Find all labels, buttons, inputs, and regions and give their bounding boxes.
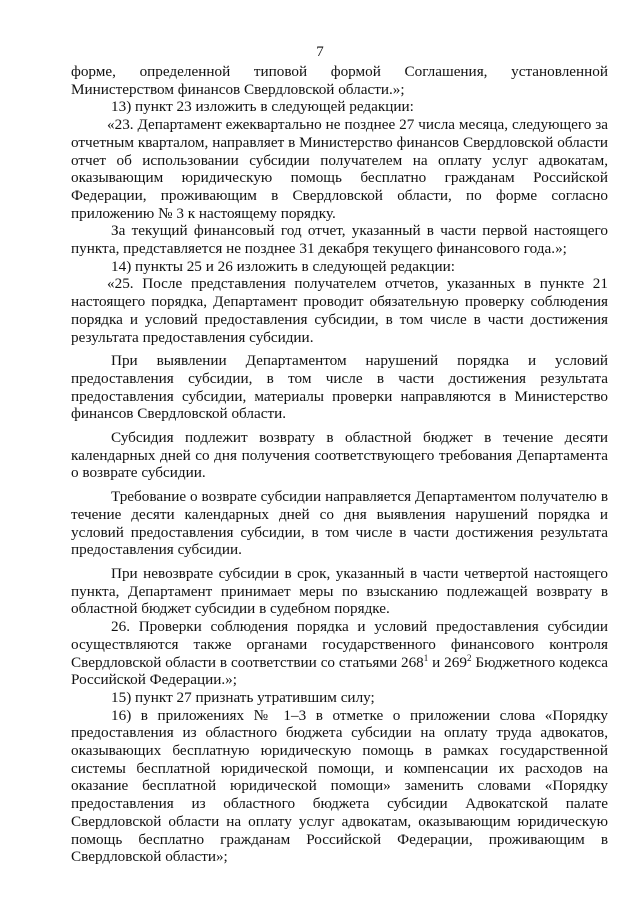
paragraph-point-25-part2: При выявлении Департаментом нарушений порядка и условий предоставления субсидии, в том числе в части достижения результата предоставления субсидии, материалы проверки направляются в Министерство финансов Свердловской области. bbox=[71, 352, 608, 423]
article-superscript-1: 1 bbox=[423, 652, 429, 663]
paragraph-item-14: 14) пункты 25 и 26 изложить в следующей редакции: bbox=[111, 257, 455, 275]
point-26-text-a: 26. Проверки соблюдения порядка и условий предоставления субсидии осуществляются также органами государственного финансового контроля Свердловской области в соответствии со статьями 268 bbox=[71, 618, 608, 671]
paragraph-point-25-part3: Субсидия подлежит возврату в областной бюджет в течение десяти календарных дней со дня получения соответствующего требования Департамента о возврате субсидии. bbox=[71, 429, 608, 482]
page-number: 7 bbox=[316, 44, 324, 60]
point-26-text-b: и 269 bbox=[428, 653, 467, 671]
paragraph-item-13: 13) пункт 23 изложить в следующей редакции: bbox=[111, 98, 414, 116]
point-26-text-c: Бюджетного кодекса Российской Федерации.»; bbox=[71, 653, 608, 689]
paragraph-point-26 bbox=[71, 618, 608, 689]
paragraph-item-16: 16) в приложениях № 1–3 в отметке о приложении слова «Порядку предоставления из областного бюджета субсидии на оплату труда адвокатов, оказывающих бесплатную юридическую помощь в рамках государственной системы бесплатной юридической помощи, и компенсации их расходов на оказание бесплатной юридической помощи» заменить словами «Порядку предоставления из областного бюджета субсидии Адвокатской палате Свердловской области на оплату услуг адвокатам, оказывающим юридическую помощь бесплатно гражданам Российской Федерации, проживающим в Свердловской области»; bbox=[71, 706, 608, 866]
paragraph-point-25-part4: Требование о возврате субсидии направляется Департаментом получателю в течение десяти календарных дней со дня выявления нарушений порядка и условий предоставления субсидии, в том числе в части достижения результата предоставления субсидии. bbox=[71, 488, 608, 559]
paragraph-point-23: «23. Департамент ежеквартально не позднее 27 числа месяца, следующего за отчетным кварталом, направляет в Министерство финансов Свердловской области отчет об использовании субсидии получателем на оплату услуг адвокатам, оказывающим юридическую помощь бесплатно гражданам Российской Федерации, проживающим в Свердловской области, по форме согласно приложению № 3 к настоящему порядку. bbox=[71, 116, 608, 222]
paragraph-continuation-line1: форме, определенной типовой формой Соглашения, установленной bbox=[71, 63, 608, 80]
paragraph-point-23-part2: За текущий финансовый год отчет, указанный в части первой настоящего пункта, представляется не позднее 31 декабря текущего финансового года.»; bbox=[71, 222, 608, 258]
paragraph-point-25-part5: При невозврате субсидии в срок, указанный в части четвертой настоящего пункта, Департамент принимает меры по взысканию подлежащей возврату в областной бюджет субсидии в судебном порядке. bbox=[71, 564, 608, 618]
paragraph-item-15: 15) пункт 27 признать утратившим силу; bbox=[111, 688, 375, 706]
paragraph-point-25: «25. После представления получателем отчетов, указанных в пункте 21 настоящего порядка, Департамент проводит обязательную проверку соблюдения порядка и условий предоставления субсидии, в том числе в части достижения результата предоставления субсидии. bbox=[71, 275, 608, 346]
paragraph-continuation-line2: Министерством финансов Свердловской области.»; bbox=[71, 80, 405, 98]
article-superscript-2: 2 bbox=[466, 652, 472, 663]
document-body bbox=[71, 63, 608, 866]
